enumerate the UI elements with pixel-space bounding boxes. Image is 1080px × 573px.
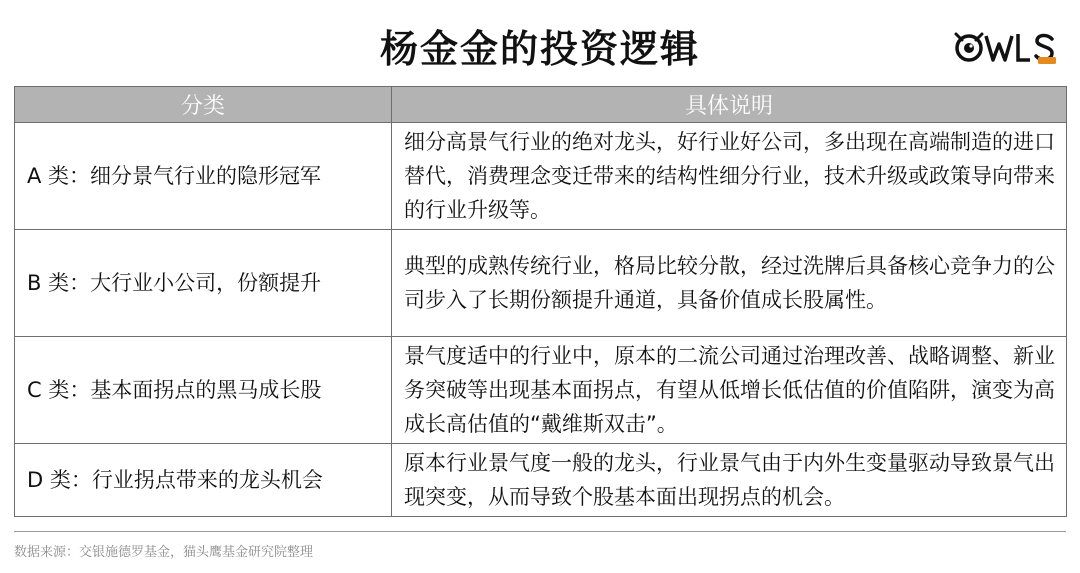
row-description: 景气度适中的行业中，原本的二流公司通过治理改善、战略调整、新业务突破等出现基本面拐点，有望从低增长低估值的价值陷阱，演变为高成长高估值的“戴维斯双击”。 (392, 337, 1067, 444)
table-row (15, 444, 1067, 517)
investment-logic-table (14, 86, 1067, 517)
row-category: A 类：细分景气行业的隐形冠军 (15, 123, 392, 230)
header-description: 具体说明 (392, 87, 1067, 123)
data-source-note: 数据来源：交银施德罗基金，猫头鹰基金研究院整理 (14, 545, 314, 560)
table-row (15, 230, 1067, 337)
table-row (15, 337, 1067, 444)
row-description: 典型的成熟传统行业，格局比较分散，经过洗牌后具备核心竞争力的公司步入了长期份额提升通道，具备价值成长股属性。 (392, 230, 1067, 337)
owl-logo-icon (952, 24, 1060, 66)
table-header-row (15, 87, 1067, 123)
footer-divider (14, 531, 1066, 532)
row-description: 原本行业景气度一般的龙头，行业景气由于内外生变量驱动导致景气出现突变，从而导致个股基本面出现拐点的机会。 (392, 444, 1067, 517)
row-category: C 类：基本面拐点的黑马成长股 (15, 337, 392, 444)
row-description: 细分高景气行业的绝对龙头，好行业好公司，多出现在高端制造的进口替代，消费理念变迁带来的结构性细分行业，技术升级或政策导向带来的行业升级等。 (392, 123, 1067, 230)
table-row (15, 123, 1067, 230)
row-category: B 类：大行业小公司，份额提升 (15, 230, 392, 337)
header-category: 分类 (15, 87, 392, 123)
row-category: D 类：行业拐点带来的龙头机会 (15, 444, 392, 517)
page-title: 杨金金的投资逻辑 (379, 27, 700, 71)
owls-logo (952, 24, 1060, 66)
